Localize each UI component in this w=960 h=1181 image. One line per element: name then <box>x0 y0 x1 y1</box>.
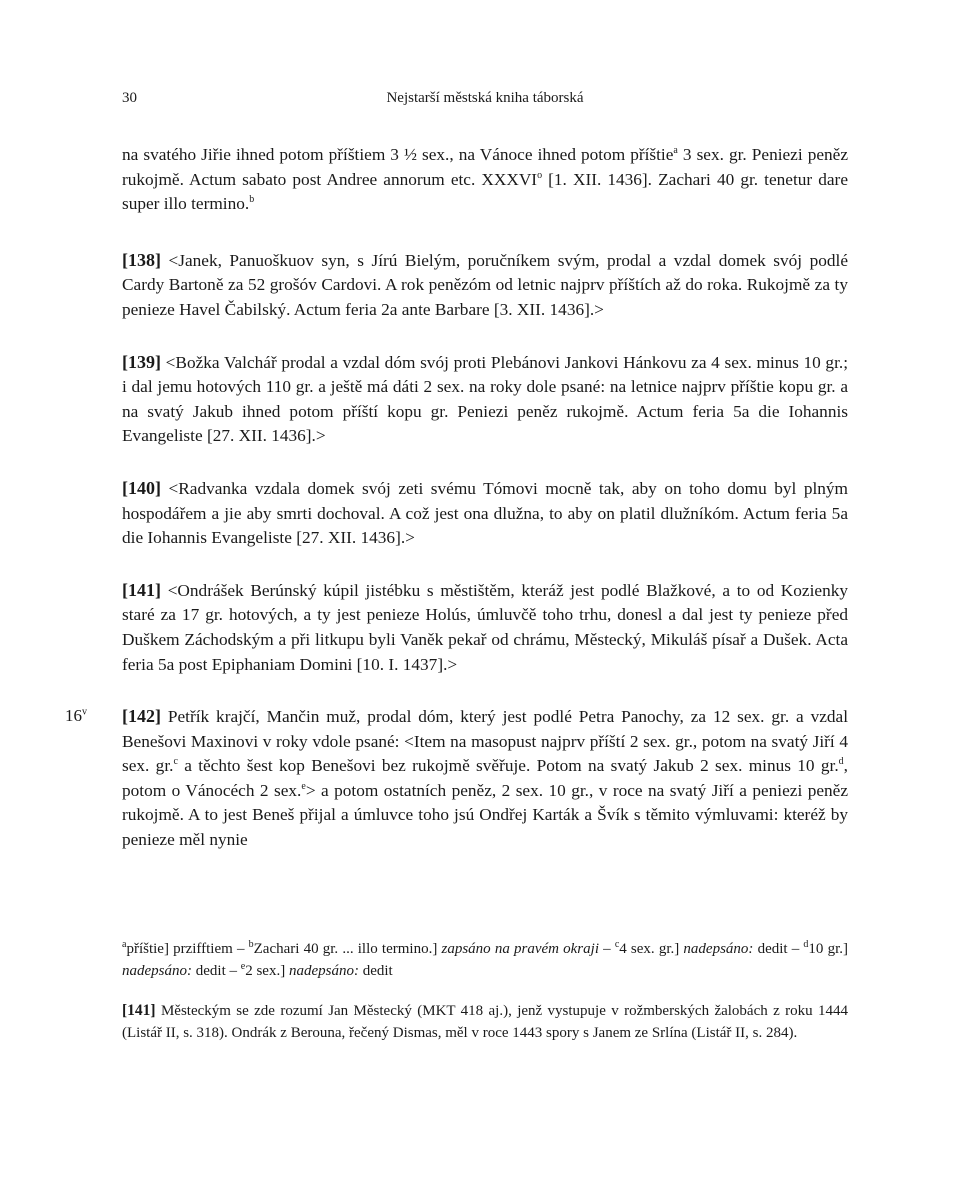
entry-text: na svatého Jiřie ihned potom příštiem 3 ½ sex., na Vánoce ihned potom příštie <box>122 145 674 164</box>
entry-text: <Ondrášek Berúnský kúpil jistébku s městištěm, kteráž jest podlé Blažkové, a to od Kozienky staré za 17 gr. hotových, a ty jest penieze Holús, úmluvčě toho trhu, donesl a dal jest ty penieze před Duškem Záchodským a při litkupu byli Vaněk pekař od chrámu, Městecký, Mikuláš písař a Dušek. Acta feria 5a post Epiphaniam Domini [10. I. 1437].> <box>122 580 848 674</box>
footnote-text: 2 sex.] <box>245 963 289 979</box>
entry-text: > a potom ostatních peněz, 2 sex. 10 gr., v roce na svatý Jiří a peniezi peněz rukojmě. A to jest Beneš přijal a úmluvce toho jsú Ondřej Karták a Švík s těmito výmluvami: kteréž by penieze měl nynie <box>122 780 848 850</box>
entry-number: [140] <box>122 477 161 498</box>
notes-section <box>122 938 848 1044</box>
entry-continuation <box>122 143 848 217</box>
editorial-note: nadepsáno: <box>122 963 192 979</box>
footnote-marker: a <box>122 939 127 950</box>
entry-139 <box>122 350 848 449</box>
footnote-text: dedit <box>358 963 393 979</box>
page-number: 30 <box>122 90 137 106</box>
editorial-note: nadepsáno: <box>288 963 359 979</box>
footnote-text: Zachari 40 gr. ... illo termino.] <box>253 941 442 957</box>
entry-text: <Radvanka vzdala domek svój zeti svému Tómovi mocně tak, aby on toho domu byl plným hospodářem a jie aby smrti dochoval. A což jest ona dlužna, to aby on platil dlužníkóm. Actum feria 5a die Iohannis Evangeliste [27. XII. 1436].> <box>122 478 848 548</box>
entry-text: <Janek, Panuoškuov syn, s Jírú Bielým, poručníkem svým, prodal a vzdal domek svój podlé Cardy Bartoně za 52 grošóv Cardovi. A rok penězóm od letnic najprv příštích až do roka. Rukojmě za ty penieze Havel Čabilský. Actum feria 2a ante Barbare [3. XII. 1436].> <box>122 250 848 319</box>
folio-side: v <box>82 706 87 718</box>
footnote-marker: c <box>614 939 620 950</box>
entry-text: [1. XII. 1436]. Zachari 40 gr. tenetur dare super illo termino. <box>122 169 848 214</box>
editorial-note: zapsáno na pravém okraji <box>441 941 599 957</box>
entry-text: <Božka Valchář prodal a vzdal dóm svój proti Plebánovi Jankovi Hánkovu za 4 sex. minus 10 gr.; i dal jemu hotových 110 gr. a ještě má dáti 2 sex. na roky dole psané: na letnice najprv příštie kopu gr. a na svatý Jakub ihned potom příští kopu gr. Peniezi peněz rukojmě. Actum feria 5a die Iohannis Evangeliste [27. XII. 1436].> <box>122 352 848 446</box>
footnote-marker: e <box>301 781 306 793</box>
entry-text: Petřík krajčí, Mančin muž, prodal dóm, který jest podlé Petra Panochy, za 12 sex. gr. a vzdal Benešovi Maxinovi v roky vdole psané: <Item na masopust najprv příští 2 sex. gr., potom na svatý Jiří 4 sex. gr. <box>122 707 848 776</box>
footnote-marker: b <box>249 194 255 206</box>
entry-141 <box>122 578 848 677</box>
footnote-text: 10 gr.] <box>808 941 848 957</box>
entry-142 <box>65 704 848 853</box>
footnote-text: 4 sex. gr.] <box>619 941 684 957</box>
folio-marker <box>65 704 87 729</box>
entry-number: [141] <box>122 579 161 600</box>
separator: – <box>598 941 615 957</box>
footnote-marker: b <box>248 939 254 950</box>
page-header <box>122 90 848 114</box>
footnote-text: dedit – <box>753 941 804 957</box>
entry-number: [138] <box>122 249 161 270</box>
entry-number: [141] <box>122 1002 156 1019</box>
footnote-marker: c <box>173 756 178 768</box>
footnote-text: příštie] przifftiem – <box>126 941 249 957</box>
footnote-text: dedit – <box>192 963 241 979</box>
entry-text: 3 sex. gr. Peniezi peněz rukojmě. Actum sabato post Andree annorum etc. XXXVI <box>122 145 848 189</box>
folio-number: 16 <box>65 706 82 726</box>
main-text <box>65 143 848 880</box>
commentary-141 <box>122 1000 848 1044</box>
entry-number: [142] <box>122 706 161 727</box>
footnote-marker: a <box>673 145 678 157</box>
footnote-marker: d <box>803 939 809 950</box>
footnote-marker: e <box>240 961 246 972</box>
entry-138 <box>122 248 848 323</box>
footnote-marker: d <box>838 756 844 768</box>
commentary-text: Městeckým se zde rozumí Jan Městecký (MKT 418 aj.), jenž vystupuje v rožmberských žalobách z roku 1444 (Listář II, s. 318). Ondrák z Berouna, řečený Dismas, měl v roce 1443 spory s Janem ze Srlína (Listář II, s. 284). <box>122 1003 848 1041</box>
editorial-note: nadepsáno: <box>683 941 754 957</box>
running-title: Nejstarší městská kniha táborská <box>386 90 584 106</box>
entry-number: [139] <box>122 351 161 372</box>
entry-text: , potom o Vánocéch 2 sex. <box>122 756 848 800</box>
superscript: o <box>537 169 543 181</box>
entry-140 <box>122 476 848 551</box>
entry-text: a těchto šest kop Benešovi bez rukojmě svěřuje. Potom na svatý Jakub 2 sex. minus 10 gr. <box>177 756 839 776</box>
critical-apparatus <box>122 938 848 982</box>
